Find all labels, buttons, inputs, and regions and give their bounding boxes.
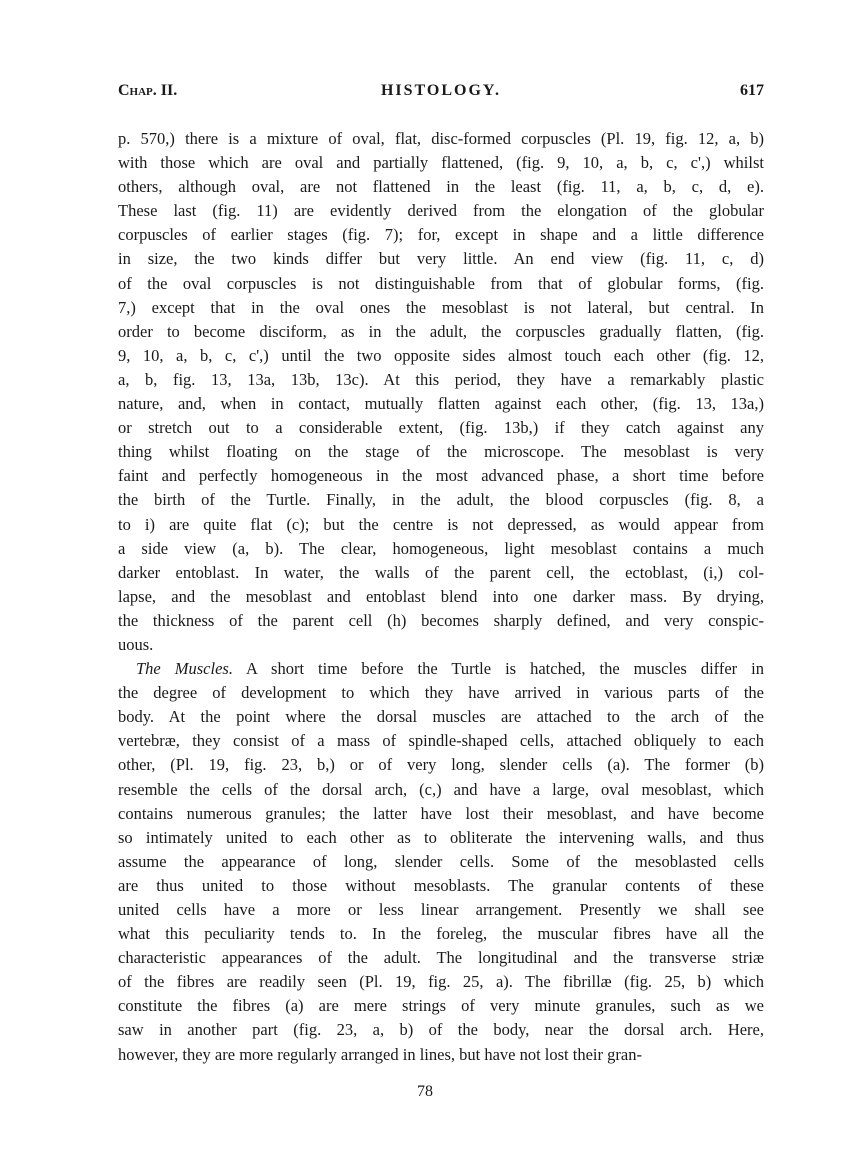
page-number: 617 (740, 82, 764, 99)
line-text: p. 570,) there is a mixture of oval, flat, disc-formed corpuscles (Pl. 19, fig. 12, a, b) (118, 129, 764, 148)
line-text: however, they are more regularly arranged in lines, but have not lost their gran- (118, 1044, 642, 1064)
text-line (118, 151, 764, 175)
text-line (118, 874, 764, 898)
line-text: A short time before the Turtle is hatched, the muscles differ in (246, 659, 764, 679)
line-text: the thickness of the parent cell (h) becomes sharply defined, and very conspic- (118, 610, 764, 630)
section-heading: The Muscles. (136, 659, 233, 679)
line-text: order to become disciform, as in the adult, the corpuscles gradually flatten, (fig. (118, 321, 764, 341)
text-line (118, 946, 764, 970)
page-header (118, 82, 764, 106)
line-text: the degree of development to which they have arrived in various parts of the (118, 683, 764, 703)
text-line (118, 802, 764, 826)
text-line (118, 729, 764, 753)
line-text: faint and perfectly homogeneous in the most advanced phase, a short time before (118, 466, 764, 486)
text-line (118, 753, 764, 777)
text-line (118, 898, 764, 922)
line-text: other, (Pl. 19, fig. 23, b,) or of very long, slender cells (a). The former (b) (118, 755, 764, 775)
line-text: the birth of the Turtle. Finally, in the adult, the blood corpuscles (fig. 8, a (118, 490, 764, 510)
text-line (118, 1043, 764, 1067)
text-line (118, 320, 764, 344)
running-title: HISTOLOGY. (380, 82, 502, 99)
line-text: assume the appearance of long, slender cells. Some of the mesoblasted cells (118, 851, 764, 871)
line-text: of the fibres are readily seen (Pl. 19, fig. 25, a). The fibrillæ (fig. 25, b) which (118, 972, 764, 992)
line-text: of the oval corpuscles is not distinguishable from that of globular forms, (fig. (118, 273, 764, 293)
text-line (118, 537, 764, 561)
line-text: united cells have a more or less linear arrangement. Presently we shall see (118, 900, 764, 919)
line-text: with those which are oval and partially flattened, (fig. 9, 10, a, b, c, c',) whilst (118, 153, 764, 173)
text-line (118, 344, 764, 368)
text-line (118, 464, 764, 488)
text-line (118, 1018, 764, 1042)
line-text: to i) are quite flat (c); but the centre is not depressed, as would appear from (118, 514, 764, 534)
line-text: body. At the point where the dorsal muscles are attached to the arch of the (118, 707, 764, 727)
text-line (118, 392, 764, 416)
text-line (118, 970, 764, 994)
text-line (118, 513, 764, 537)
text-line (118, 778, 764, 802)
text-line (118, 199, 764, 223)
text-line (118, 994, 764, 1018)
line-text: vertebræ, they consist of a mass of spindle-shaped cells, attached obliquely to each (118, 731, 764, 751)
text-line (118, 488, 764, 512)
text-line (118, 826, 764, 850)
line-text: what this peculiarity tends to. In the foreleg, the muscular fibres have all the (118, 924, 764, 944)
text-line (118, 585, 764, 609)
line-text: thing whilst floating on the stage of the microscope. The mesoblast is very (118, 442, 764, 462)
line-text: resemble the cells of the dorsal arch, (c,) and have a large, oval mesoblast, which (118, 779, 764, 799)
text-line (118, 223, 764, 247)
line-text: lapse, and the mesoblast and entoblast blend into one darker mass. By drying, (118, 586, 764, 606)
line-text: are thus united to those without mesoblasts. The granular contents of these (118, 875, 764, 895)
line-text: or stretch out to a considerable extent, (fig. 13b,) if they catch against any (118, 418, 764, 438)
line-text: These last (fig. 11) are evidently derived from the elongation of the globular (118, 201, 764, 221)
line-text: saw in another part (fig. 23, a, b) of the body, near the dorsal arch. Here, (118, 1020, 764, 1040)
line-text: contains numerous granules; the latter have lost their mesoblast, and have become (118, 803, 764, 823)
chapter-label: Chap. II. (118, 82, 178, 99)
line-text: others, although oval, are not flattened in the least (fig. 11, a, b, c, d, e). (118, 177, 764, 197)
text-line (118, 368, 764, 392)
line-text: so intimately united to each other as to obliterate the intervening walls, and thus (118, 827, 764, 847)
text-line (118, 416, 764, 440)
line-text: a side view (a, b). The clear, homogeneous, light mesoblast contains a much (118, 538, 764, 558)
text-line (118, 127, 764, 151)
line-text: nature, and, when in contact, mutually flatten against each other, (fig. 13, 13a,) (118, 394, 764, 414)
text-line (118, 272, 764, 296)
text-line (118, 850, 764, 874)
paragraph (118, 127, 764, 657)
line-text: darker entoblast. In water, the walls of the parent cell, the ectoblast, (i,) col- (118, 562, 764, 582)
text-line (118, 705, 764, 729)
text-line (118, 561, 764, 585)
line-text: corpuscles of earlier stages (fig. 7); for, except in shape and a little difference (118, 225, 764, 245)
text-line (118, 609, 764, 633)
signature-mark: 78 (417, 1083, 433, 1100)
line-text: in size, the two kinds differ but very little. An end view (fig. 11, c, d) (118, 249, 764, 269)
line-text: constitute the fibres (a) are mere strings of very minute granules, such as we (118, 996, 764, 1016)
text-line (118, 922, 764, 946)
text-line (118, 633, 764, 657)
line-text: 9, 10, a, b, c, c',) until the two opposite sides almost touch each other (fig. 12, (118, 345, 764, 365)
line-text: a, b, fig. 13, 13a, 13b, 13c). At this period, they have a remarkably plastic (118, 369, 764, 389)
text-line (118, 681, 764, 705)
line-text: characteristic appearances of the adult. The longitudinal and the transverse striæ (118, 948, 764, 968)
text-line (118, 247, 764, 271)
text-line (118, 657, 764, 681)
body-text (118, 127, 764, 1067)
text-line (118, 175, 764, 199)
line-text: uous. (118, 634, 154, 654)
text-line (118, 296, 764, 320)
paragraph (118, 657, 764, 1067)
line-text: 7,) except that in the oval ones the mesoblast is not lateral, but central. In (118, 297, 764, 317)
text-line (118, 440, 764, 464)
